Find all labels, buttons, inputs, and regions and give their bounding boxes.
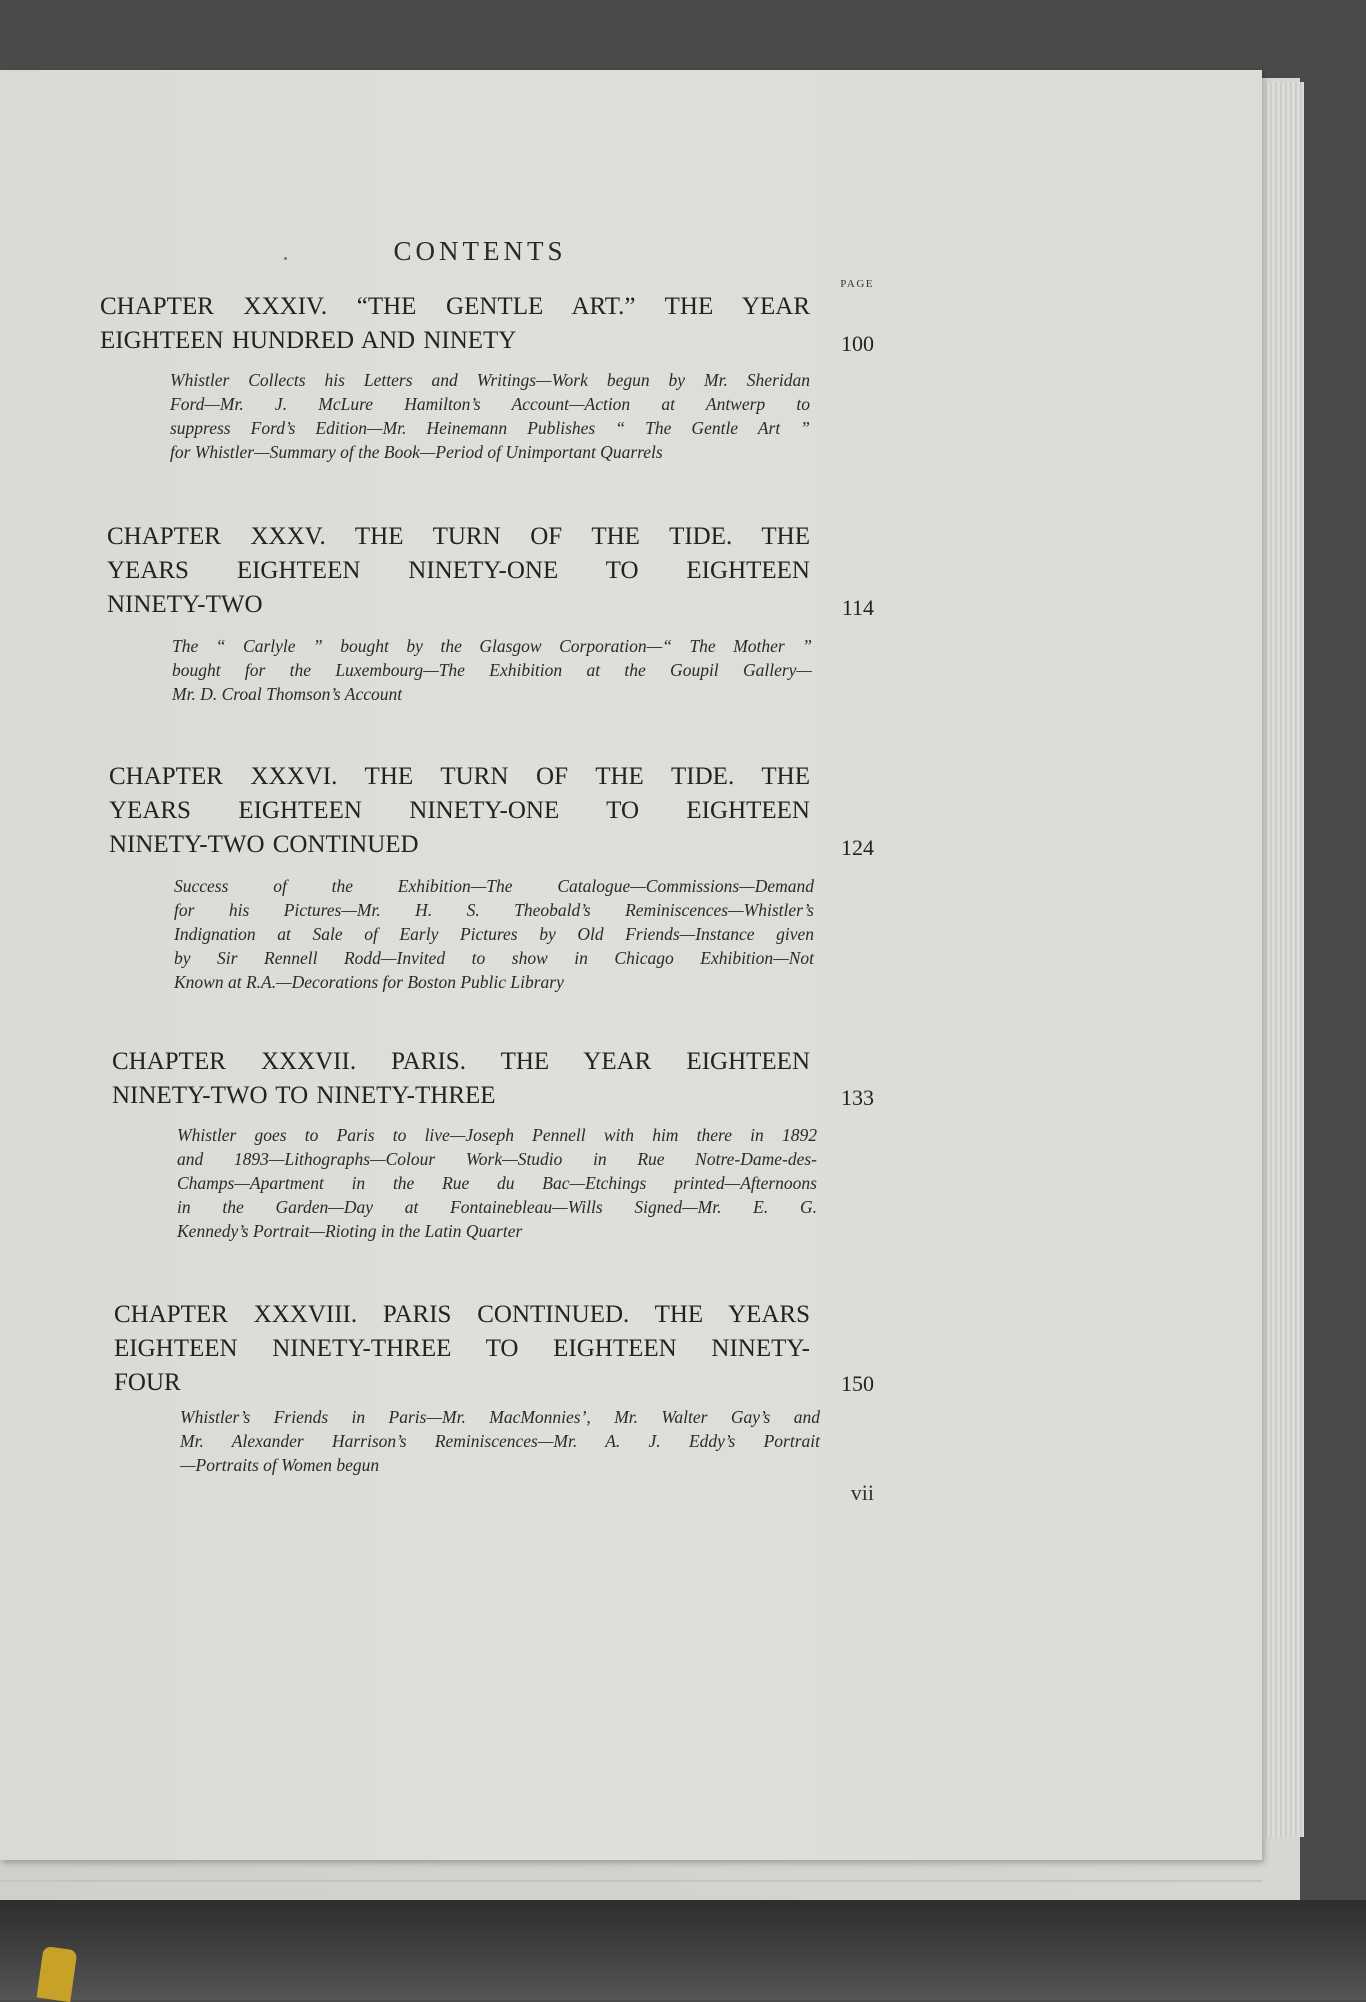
- summary-line: Whistler goes to Paris to live—Joseph Pennell with him there in 1892: [177, 1125, 817, 1145]
- chapter-line: CHAPTER XXXIV. “THE GENTLE ART.” THE YEAR: [100, 293, 810, 320]
- summary-line: and 1893—Lithographs—Colour Work—Studio in Rue Notre-Dame-des-: [177, 1149, 817, 1169]
- chapter-summary: [180, 1405, 820, 1477]
- chapter-line: YEARS EIGHTEEN NINETY-ONE TO EIGHTEEN: [109, 797, 810, 824]
- chapter-page-number: 124: [841, 835, 874, 860]
- summary-line: Whistler Collects his Letters and Writings—Work begun by Mr. Sheridan: [170, 370, 810, 390]
- chapter-line: CHAPTER XXXVI. THE TURN OF THE TIDE. THE: [109, 763, 810, 790]
- table-background: [0, 1900, 1366, 2000]
- summary-line: for his Pictures—Mr. H. S. Theobald’s Reminiscences—Whistler’s: [174, 900, 814, 920]
- chapter-heading: [109, 760, 810, 862]
- yellow-marker: [37, 1946, 78, 2002]
- page-folio: vii: [850, 1480, 874, 1505]
- page-column-label: PAGE: [840, 278, 874, 290]
- chapter-heading: [112, 1045, 810, 1113]
- summary-line: Known at R.A.—Decorations for Boston Public Library: [174, 972, 564, 992]
- summary-line: Indignation at Sale of Early Pictures by Old Friends—Instance given: [174, 924, 814, 944]
- summary-line: Mr. Alexander Harrison’s Reminiscences—Mr. A. J. Eddy’s Portrait: [180, 1431, 820, 1451]
- summary-line: suppress Ford’s Edition—Mr. Heinemann Publishes “ The Gentle Art ”: [170, 418, 810, 438]
- chapter-page-number: 114: [841, 595, 874, 620]
- chapter-line: NINETY-TWO CONTINUED: [109, 831, 419, 858]
- chapter-line: NINETY-TWO TO NINETY-THREE: [112, 1082, 496, 1109]
- summary-line: —Portraits of Women begun: [180, 1455, 380, 1475]
- summary-line: Whistler’s Friends in Paris—Mr. MacMonnies’, Mr. Walter Gay’s and: [180, 1407, 820, 1427]
- summary-line: Champs—Apartment in the Rue du Bac—Etchings printed—Afternoons: [177, 1173, 817, 1193]
- summary-line: Mr. D. Croal Thomson’s Account: [172, 684, 403, 704]
- summary-line: The “ Carlyle ” bought by the Glasgow Corporation—“ The Mother ”: [172, 636, 812, 656]
- chapter-summary: [170, 368, 810, 464]
- summary-line: for Whistler—Summary of the Book—Period of Unimportant Quarrels: [170, 442, 663, 462]
- summary-line: Success of the Exhibition—The Catalogue—Commissions—Demand: [174, 876, 814, 896]
- page-bottom-edge: [0, 1862, 1262, 1882]
- page-speck: [284, 257, 287, 260]
- summary-line: Ford—Mr. J. McLure Hamilton’s Account—Action at Antwerp to: [170, 394, 810, 414]
- chapter-page-number: 100: [841, 331, 874, 356]
- chapter-line: CHAPTER XXXVII. PARIS. THE YEAR EIGHTEEN: [112, 1048, 810, 1075]
- chapter-line: EIGHTEEN HUNDRED AND NINETY: [100, 327, 517, 354]
- chapter-page-number: 150: [841, 1371, 874, 1396]
- chapter-line: EIGHTEEN NINETY-THREE TO EIGHTEEN NINETY-: [114, 1335, 810, 1362]
- chapter-summary: [172, 634, 812, 706]
- summary-line: Kennedy’s Portrait—Rioting in the Latin Quarter: [177, 1221, 523, 1241]
- chapter-page-number: 133: [841, 1085, 874, 1110]
- chapter-heading: [107, 520, 810, 622]
- summary-line: in the Garden—Day at Fontainebleau—Wills Signed—Mr. E. G.: [177, 1197, 817, 1217]
- chapter-summary: [174, 874, 814, 994]
- chapter-heading: [114, 1298, 810, 1400]
- page-title: CONTENTS: [393, 236, 567, 266]
- chapter-line: CHAPTER XXXVIII. PARIS CONTINUED. THE YEARS: [114, 1301, 810, 1328]
- chapter-line: YEARS EIGHTEEN NINETY-ONE TO EIGHTEEN: [107, 557, 810, 584]
- chapter-line: CHAPTER XXXV. THE TURN OF THE TIDE. THE: [107, 523, 810, 550]
- chapter-line: FOUR: [114, 1369, 181, 1396]
- page-edges: [1262, 82, 1304, 1837]
- chapter-heading: [100, 290, 810, 358]
- summary-line: by Sir Rennell Rodd—Invited to show in Chicago Exhibition—Not: [174, 948, 814, 968]
- chapter-summary: [177, 1123, 817, 1243]
- chapter-line: NINETY-TWO: [107, 591, 263, 618]
- summary-line: bought for the Luxembourg—The Exhibition at the Goupil Gallery—: [172, 660, 812, 680]
